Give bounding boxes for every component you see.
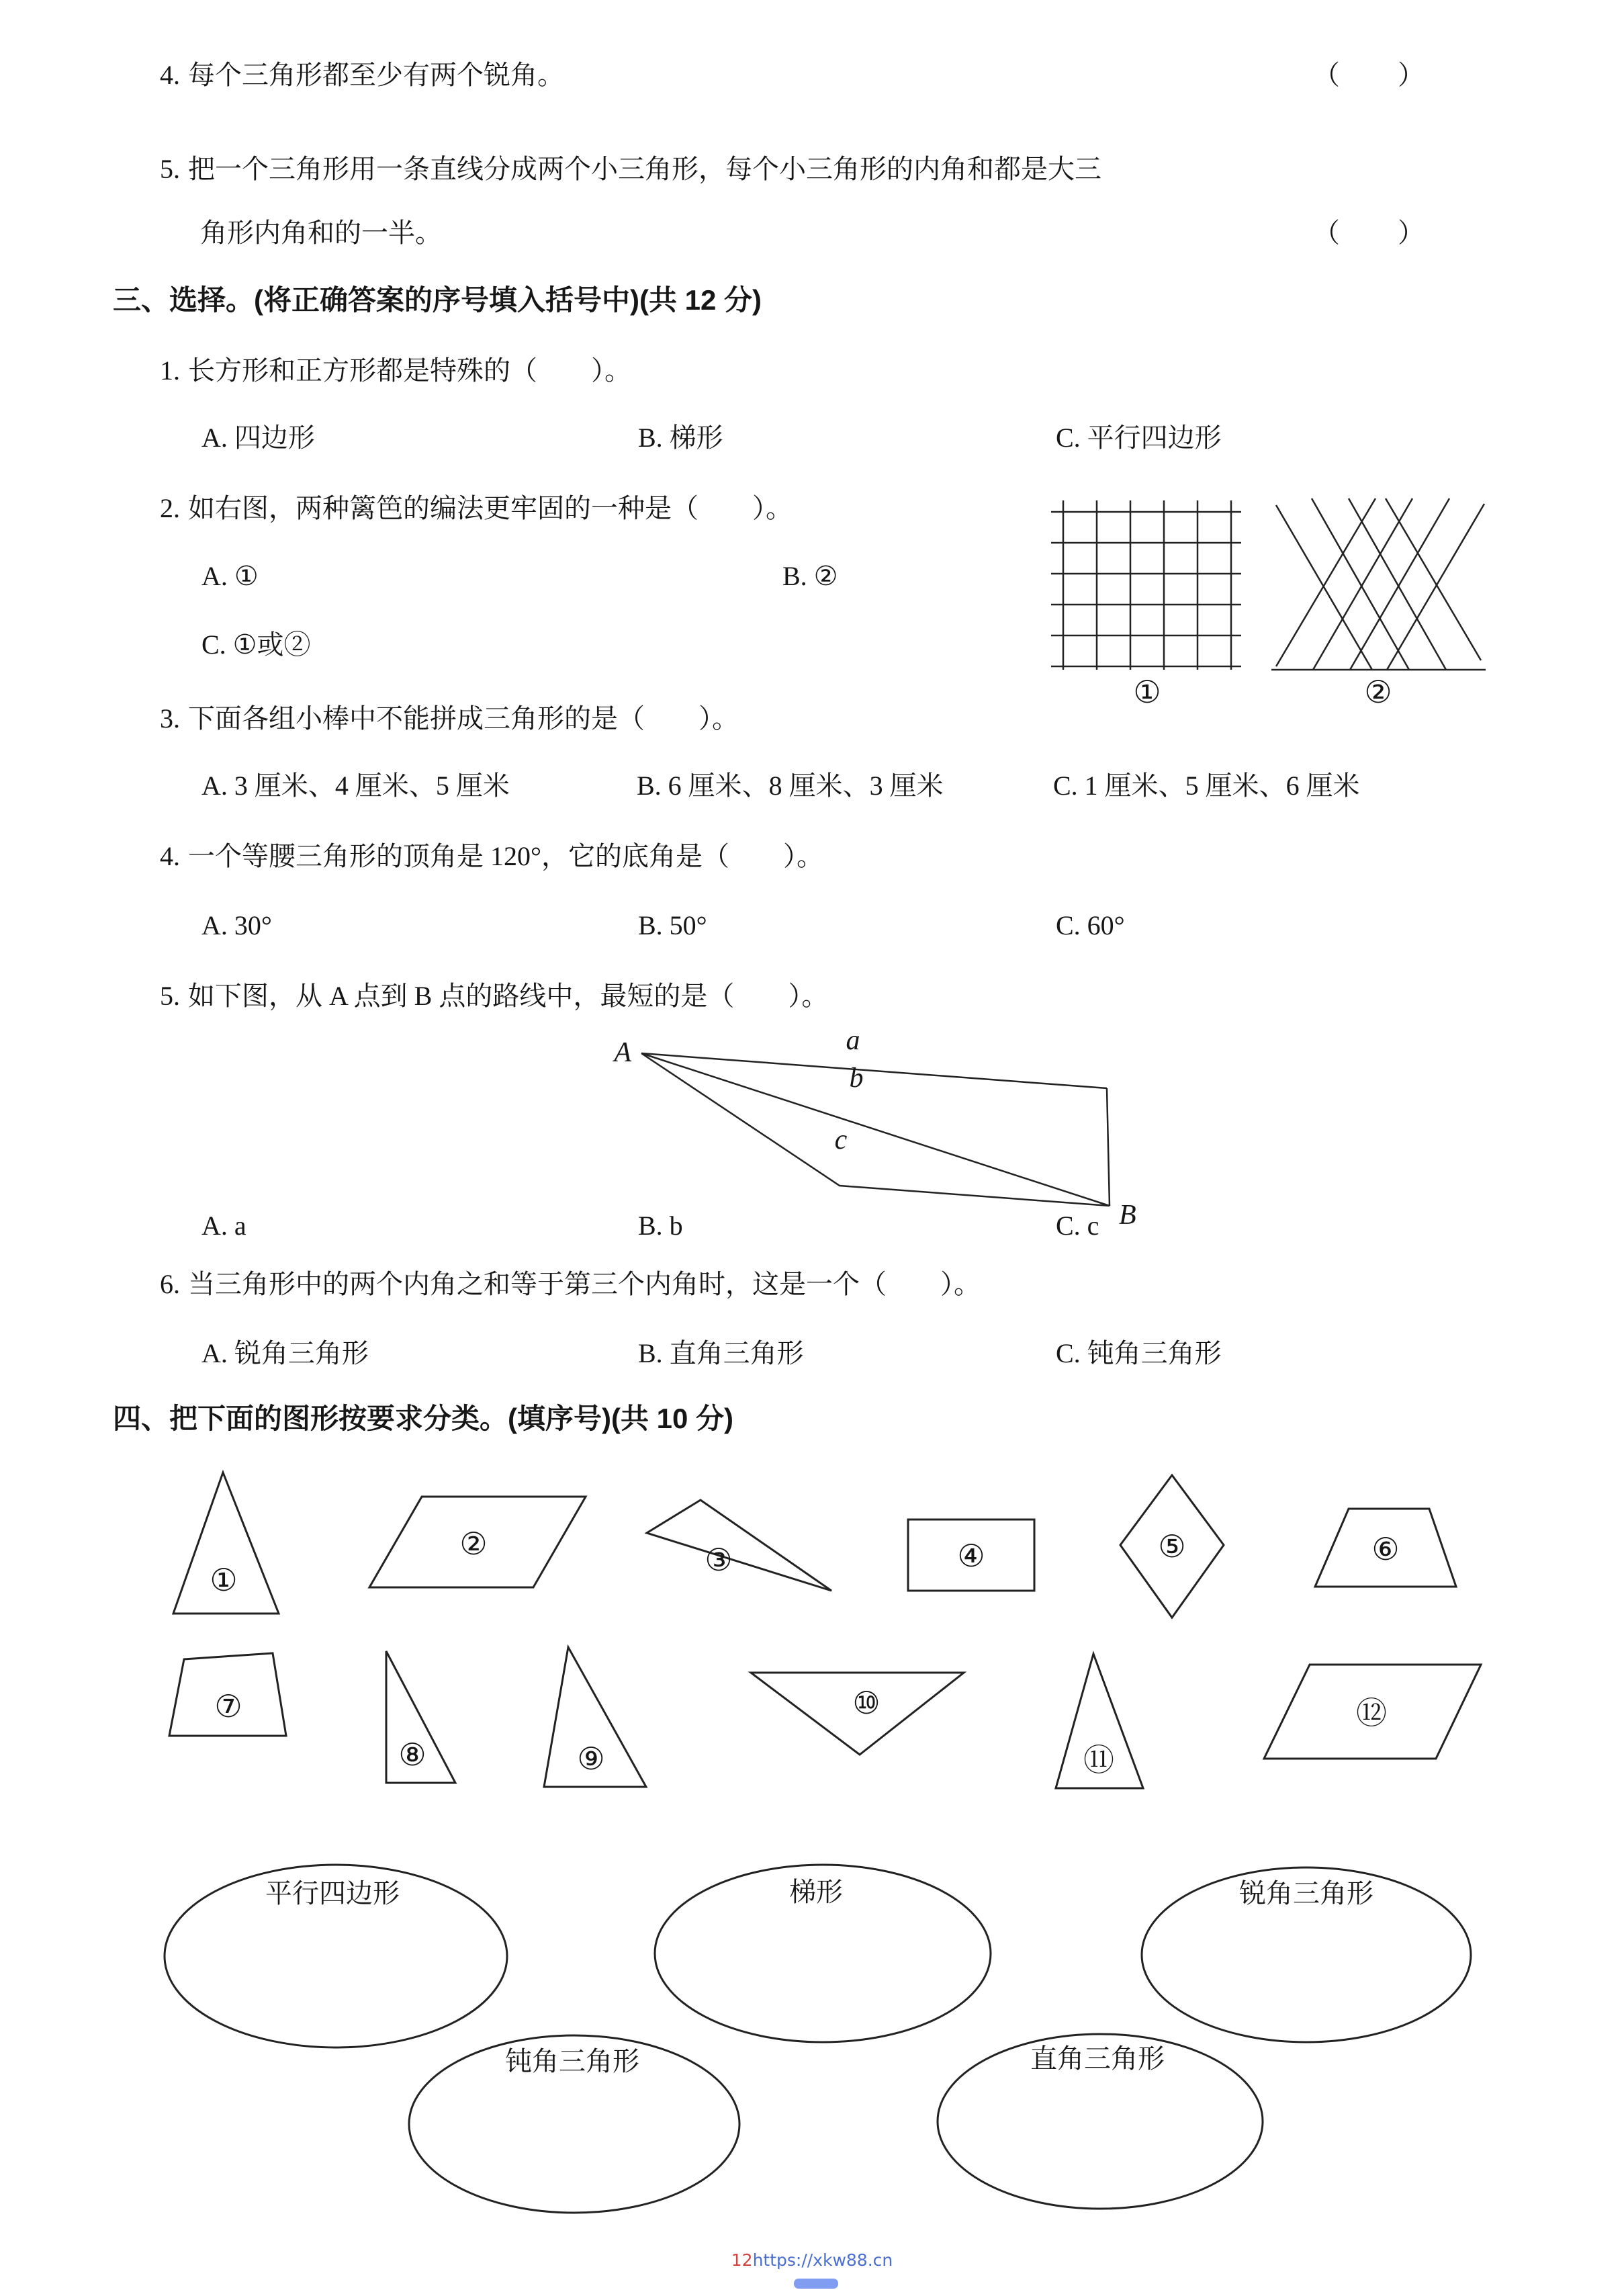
section-4-title: 四、把下面的图形按要求分类。 xyxy=(113,1403,508,1434)
shape-7-label: ⑦ xyxy=(214,1688,242,1724)
question-text: 每个三角形都至少有两个锐角。 xyxy=(188,60,564,90)
choice-q4-option-b: B. 50° xyxy=(638,910,707,940)
judge-question-5-line2: 角形内角和的一半。 xyxy=(200,218,442,248)
section-3-note: (将正确答案的序号填入括号中)(共 12 分) xyxy=(254,284,762,316)
route-point-b-label: B xyxy=(1119,1200,1136,1231)
choice-q2-option-c: C. ①或② xyxy=(201,629,311,660)
oval-obtuse-triangle-label: 钝角三角形 xyxy=(505,2046,639,2076)
oval-right-triangle-label: 直角三角形 xyxy=(1030,2043,1165,2074)
question-text: 长方形和正方形都是特殊的（ ）。 xyxy=(188,355,631,386)
question-text: 下面各组小棒中不能拼成三角形的是（ ）。 xyxy=(188,703,739,734)
question-number: 4. xyxy=(160,60,180,90)
judge-question-5-answer-bracket: （ ） xyxy=(1313,218,1426,248)
route-c-label: c xyxy=(834,1125,848,1155)
shape-6-label: ⑥ xyxy=(1371,1531,1400,1567)
route-point-a-label: A xyxy=(614,1037,631,1068)
choice-q1-option-c: C. 平行四边形 xyxy=(1056,423,1222,453)
question-text: 一个等腰三角形的顶角是 120°，它的底角是（ ）。 xyxy=(188,841,823,871)
question-text: 把一个三角形用一条直线分成两个小三角形，每个小三角形的内角和都是大三 xyxy=(188,154,1101,184)
section-4-note: (填序号)(共 10 分) xyxy=(508,1403,734,1434)
question-number: 5. xyxy=(160,981,180,1011)
question-number: 6. xyxy=(160,1269,180,1299)
oval-acute-triangle-label: 锐角三角形 xyxy=(1239,1878,1373,1908)
choice-q3-option-b: B. 6 厘米、8 厘米、3 厘米 xyxy=(637,770,944,801)
choice-q6-option-c: C. 钝角三角形 xyxy=(1056,1338,1222,1368)
route-a-label: a xyxy=(846,1025,860,1056)
choice-q4-option-c: C. 60° xyxy=(1056,910,1125,940)
choice-q6-option-b: B. 直角三角形 xyxy=(638,1338,804,1368)
choice-q3-option-a: A. 3 厘米、4 厘米、5 厘米 xyxy=(201,770,510,801)
section-3-title: 三、选择。 xyxy=(113,284,255,316)
shape-3-obtuse-triangle xyxy=(647,1500,831,1591)
shape-3-label: ③ xyxy=(705,1542,733,1578)
fence-2-label: ② xyxy=(1364,674,1392,710)
shape-4-label: ④ xyxy=(957,1538,985,1574)
choice-q5-option-b: B. b xyxy=(638,1210,683,1241)
choice-q3-option-c: C. 1 厘米、5 厘米、6 厘米 xyxy=(1053,770,1360,801)
choice-q2-option-b: B. ② xyxy=(782,561,838,591)
question-text: 当三角形中的两个内角之和等于第三个内角时，这是一个（ ）。 xyxy=(188,1269,981,1299)
question-number: 4. xyxy=(160,841,180,871)
page-number: 12 xyxy=(731,2250,753,2270)
oval-parallelogram-label: 平行四边形 xyxy=(265,1878,400,1908)
shape-12-label: ⑫ xyxy=(1356,1695,1387,1731)
question-number: 3. xyxy=(160,703,180,734)
fence-grid-diagram xyxy=(1051,500,1241,670)
choice-q4-option-a: A. 30° xyxy=(201,910,272,940)
route-b-label: b xyxy=(849,1063,864,1094)
shape-11-label: ⑪ xyxy=(1083,1742,1114,1778)
question-number: 2. xyxy=(160,493,180,523)
shape-5-label: ⑤ xyxy=(1158,1528,1186,1565)
choice-q2-option-a: A. ① xyxy=(201,561,259,591)
fence-lattice-diagram xyxy=(1271,498,1486,670)
page-footer xyxy=(0,2250,1624,2270)
shape-1-label: ① xyxy=(210,1562,238,1598)
question-number: 1. xyxy=(160,355,180,386)
oval-trapezoid-label: 梯形 xyxy=(789,1877,843,1907)
choice-q5-option-c: C. c xyxy=(1056,1210,1099,1241)
footer-logo-mark xyxy=(794,2279,838,2289)
choice-q1-option-b: B. 梯形 xyxy=(638,423,723,453)
shape-9-label: ⑨ xyxy=(577,1741,605,1777)
route-a-to-b-diagram xyxy=(641,1053,1110,1206)
judge-question-4-answer-bracket: （ ） xyxy=(1313,60,1426,90)
classify-category-ovals xyxy=(165,1865,1471,2213)
shape-8-label: ⑧ xyxy=(398,1736,426,1773)
shape-2-label: ② xyxy=(459,1526,488,1562)
shape-10-label: ⑩ xyxy=(852,1685,881,1721)
choice-q1-option-a: A. 四边形 xyxy=(201,423,315,453)
question-number: 5. xyxy=(160,154,180,184)
choice-q6-option-a: A. 锐角三角形 xyxy=(201,1338,369,1368)
classify-shapes xyxy=(169,1472,1481,1788)
question-text: 如下图，从 A 点到 B 点的路线中，最短的是（ ）。 xyxy=(188,981,829,1011)
footer-url: https://xkw88.cn xyxy=(752,2250,893,2270)
fence-1-label: ① xyxy=(1133,674,1161,710)
question-text: 如右图，两种篱笆的编法更牢固的一种是（ ）。 xyxy=(188,493,793,523)
choice-q5-option-a: A. a xyxy=(201,1210,246,1241)
